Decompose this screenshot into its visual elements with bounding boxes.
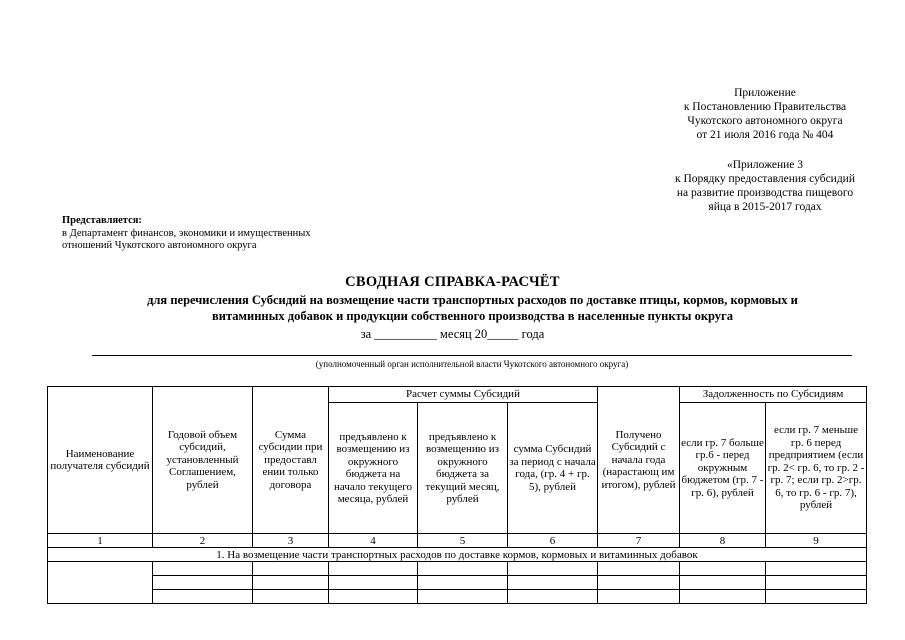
- header-recipient: Наименование получателя субсидий: [48, 387, 153, 534]
- table-cell: [766, 590, 867, 604]
- table-cell: [598, 562, 680, 576]
- appendix-main-line: Приложение: [734, 87, 796, 99]
- document-title: СВОДНАЯ СПРАВКА-РАСЧЁТ: [345, 274, 560, 290]
- header-claimed-start: предъявлено к возмещению из окружного бюджета на начало текущего месяца, рублей: [329, 403, 418, 534]
- header-claimed-month: предъявлено к возмещению из окружного бюджета за текущий месяц, рублей: [418, 403, 508, 534]
- appendix-sub-line: на развитие производства пищевого: [676, 187, 854, 199]
- header-debt-budget: если гр. 7 больше гр.6 - перед окружным бюджетом (гр. 7 - гр. 6), рублей: [680, 403, 766, 534]
- table-cell: [680, 590, 766, 604]
- column-number: 6: [508, 534, 598, 548]
- table-cell: [418, 590, 508, 604]
- table-cell: [680, 576, 766, 590]
- appendix-sub-line: «Приложение 3: [726, 159, 804, 171]
- section-title: 1. На возмещение части транспортных расходов по доставке кормов, кормовых и витаминных добавок: [48, 548, 867, 562]
- table-header-row: [48, 387, 867, 403]
- table-cell: [153, 590, 253, 604]
- table-cell: [766, 562, 867, 576]
- table-cell: [508, 562, 598, 576]
- appendix-main-line: Чукотского автономного округа: [687, 115, 843, 127]
- table-row: [48, 562, 867, 576]
- table-cell: [329, 590, 418, 604]
- submitted-line: в Департамент финансов, экономики и имущественных: [62, 227, 311, 239]
- column-number: 8: [680, 534, 766, 548]
- table-cell: [329, 562, 418, 576]
- table-cell: [153, 576, 253, 590]
- header-group-debt: Задолженность по Субсидиям: [680, 387, 867, 403]
- column-number: 2: [153, 534, 253, 548]
- table-cell: [766, 576, 867, 590]
- table-row: [48, 590, 867, 604]
- table-cell: [680, 562, 766, 576]
- header-sum-period: сумма Субсидий за период с начала года, (гр. 4 + гр. 5), рублей: [508, 403, 598, 534]
- column-number: 9: [766, 534, 867, 548]
- table-cell: [508, 590, 598, 604]
- authority-caption: (уполномоченный орган исполнительной власти Чукотского автономного округа): [315, 359, 629, 369]
- column-number: 3: [253, 534, 329, 548]
- submitted-heading: Представляется:: [62, 215, 142, 226]
- appendix-main: [640, 86, 890, 142]
- header-contract-sum: Сумма субсидии при предоставл ении только договора: [253, 387, 329, 534]
- table-cell: [418, 562, 508, 576]
- appendix-sub-line: к Порядку предоставления субсидий: [675, 173, 855, 185]
- header-debt-enterprise: если гр. 7 меньше гр. 6 перед предприятием (если гр. 2< гр. 6, то гр. 2 - гр. 7; если гр. 2>гр. 6, то гр. 6 - гр. 7), рублей: [766, 403, 867, 534]
- column-number-row: [48, 534, 867, 548]
- submitted-line: отношений Чукотского автономного округа: [62, 240, 257, 251]
- appendix-sub: [640, 158, 890, 214]
- table-cell: [598, 590, 680, 604]
- reporting-period: за __________ месяц 20_____ года: [360, 327, 545, 341]
- submitted-to-block: [62, 215, 311, 253]
- column-number: 7: [598, 534, 680, 548]
- authority-fill-line: [92, 355, 852, 356]
- table-cell: [329, 576, 418, 590]
- document-subtitle-line2: витаминных добавок и продукции собственного производства в населенные пункты округа: [212, 309, 733, 323]
- appendix-sub-line: яйца в 2015-2017 годах: [708, 201, 822, 213]
- table-cell: [418, 576, 508, 590]
- column-number: 5: [418, 534, 508, 548]
- appendix-main-line: к Постановлению Правительства: [683, 101, 847, 113]
- header-received: Получено Субсидий с начала года (нарастающ им итогом), рублей: [598, 387, 680, 534]
- table-cell: [48, 562, 153, 604]
- table-row: [48, 576, 867, 590]
- table-cell: [253, 576, 329, 590]
- table-cell: [253, 590, 329, 604]
- section-row: [48, 548, 867, 562]
- header-annual-volume: Годовой объем субсидий, установленный Соглашением, рублей: [153, 387, 253, 534]
- table-cell: [153, 562, 253, 576]
- document-subtitle-line1: для перечисления Субсидий на возмещение части транспортных расходов по доставке птицы, кормов, кормовых и: [147, 293, 798, 307]
- table-cell: [253, 562, 329, 576]
- column-number: 4: [329, 534, 418, 548]
- table-cell: [598, 576, 680, 590]
- header-group-calculation: Расчет суммы Субсидий: [329, 387, 598, 403]
- table-cell: [508, 576, 598, 590]
- column-number: 1: [48, 534, 153, 548]
- appendix-main-line: от 21 июля 2016 года № 404: [696, 129, 834, 141]
- subsidy-calculation-table: [47, 386, 867, 604]
